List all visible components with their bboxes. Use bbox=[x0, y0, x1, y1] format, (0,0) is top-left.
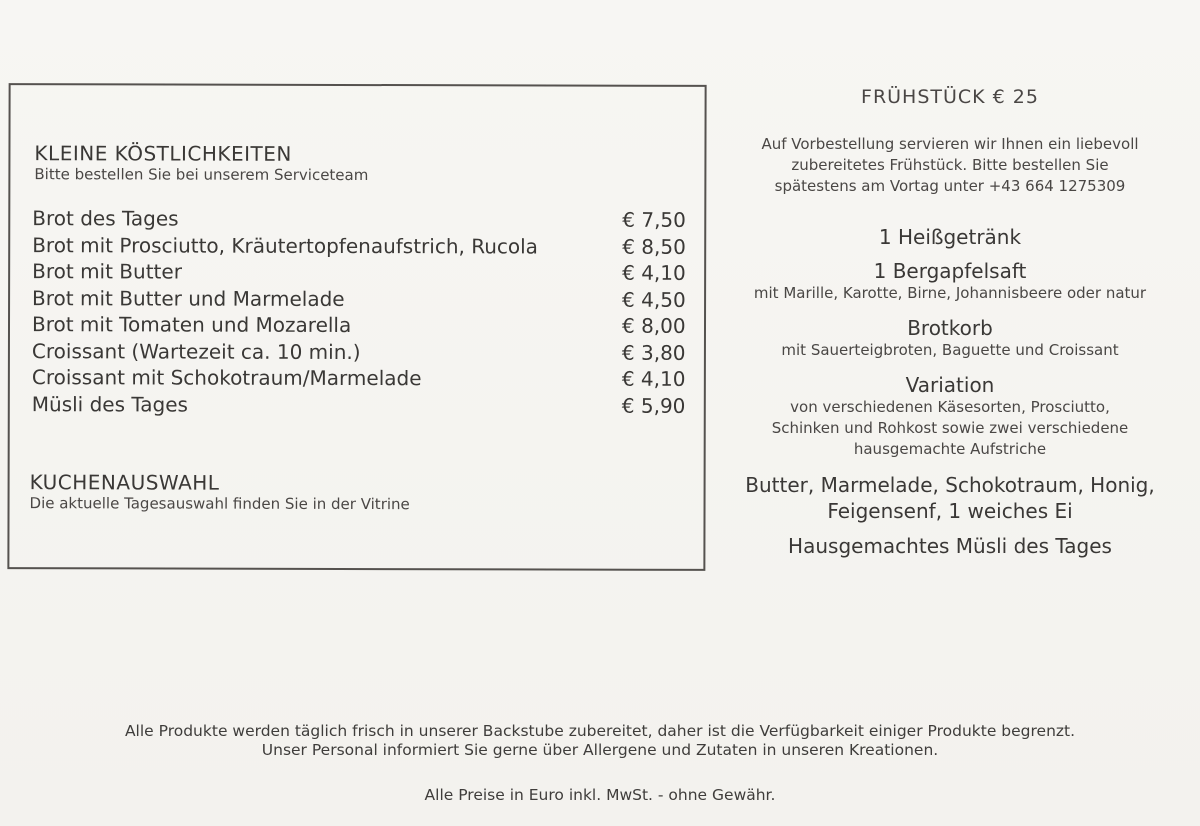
section-subtitle-snacks: Bitte bestellen Sie bei unserem Serviceteam bbox=[34, 165, 369, 185]
breakfast-intro-line: zubereitetes Frühstück. Bitte bestellen Sie bbox=[791, 156, 1109, 174]
breakfast-item-variation: Variation bbox=[905, 373, 995, 397]
breakfast-item-juice: 1 Bergapfelsaft bbox=[873, 259, 1027, 283]
menu-item bbox=[32, 285, 692, 313]
breakfast-item-hot-drink: 1 Heißgetränk bbox=[878, 225, 1022, 249]
menu-item bbox=[32, 364, 692, 392]
menu-item bbox=[32, 338, 692, 366]
section-subtitle-cakes: Die aktuelle Tagesauswahl finden Sie in der Vitrine bbox=[29, 494, 410, 514]
breakfast-item-variation-line: von verschiedenen Käsesorten, Prosciutto, bbox=[790, 398, 1110, 416]
menu-item-name: Brot mit Butter und Marmelade bbox=[32, 285, 345, 311]
menu-item-price: € 3,80 bbox=[621, 340, 686, 365]
section-title-cakes: KUCHENAUSWAHL bbox=[29, 470, 220, 495]
footer-note-line: Alle Produkte werden täglich frisch in unserer Backstube zubereitet, daher ist die Verfügbarkeit einiger Produkte begrenzt. bbox=[124, 722, 1076, 740]
menu-item bbox=[32, 232, 692, 260]
snacks-list bbox=[32, 205, 693, 419]
breakfast-item-bread-basket: Brotkorb bbox=[907, 316, 993, 340]
breakfast-intro-line: spätestens am Vortag unter +43 664 1275309 bbox=[774, 177, 1126, 195]
breakfast-item-muesli: Hausgemachtes Müsli des Tages bbox=[788, 534, 1112, 558]
breakfast-item-variation-line: Schinken und Rohkost sowie zwei verschiedene bbox=[771, 419, 1129, 437]
menu-item-name: Müsli des Tages bbox=[31, 391, 189, 417]
section-title-snacks: KLEINE KÖSTLICHKEITEN bbox=[34, 141, 292, 166]
breakfast-item-bread-basket-desc: mit Sauerteigbroten, Baguette und Croissant bbox=[781, 341, 1119, 359]
breakfast-intro bbox=[720, 134, 1180, 197]
menu-item-price: € 4,10 bbox=[622, 260, 686, 285]
breakfast-item-extras-line: Butter, Marmelade, Schokotraum, Honig, bbox=[745, 473, 1155, 497]
menu-item-name: Brot des Tages bbox=[32, 206, 179, 231]
footer-note-line: Unser Personal informiert Sie gerne über Allergene und Zutaten in unseren Kreationen. bbox=[261, 741, 939, 759]
menu-item-price: € 8,00 bbox=[621, 313, 686, 338]
breakfast-title: FRÜHSTÜCK € 25 bbox=[861, 86, 1039, 108]
menu-item bbox=[32, 311, 692, 339]
breakfast-item-extras-line: Feigensenf, 1 weiches Ei bbox=[827, 499, 1073, 523]
snacks-box bbox=[7, 83, 706, 571]
menu-item bbox=[32, 258, 692, 286]
breakfast-panel bbox=[720, 84, 1180, 558]
breakfast-item-extras bbox=[720, 472, 1180, 524]
breakfast-item-variation-line: hausgemachte Aufstriche bbox=[853, 440, 1047, 458]
menu-item-name: Brot mit Tomaten und Mozarella bbox=[31, 312, 352, 337]
menu-item bbox=[32, 205, 692, 233]
footer-prices-note: Alle Preise in Euro inkl. MwSt. - ohne Gewähr. bbox=[424, 786, 776, 804]
menu-item-price: € 5,90 bbox=[621, 393, 686, 418]
menu-item-name: Croissant (Wartezeit ca. 10 min.) bbox=[31, 338, 361, 364]
breakfast-item-juice-desc: mit Marille, Karotte, Birne, Johannisbeere oder natur bbox=[753, 284, 1147, 302]
menu-item-name: Croissant mit Schokotraum/Marmelade bbox=[31, 365, 422, 391]
menu-item-price: € 4,10 bbox=[621, 366, 686, 391]
menu-item-price: € 4,50 bbox=[622, 287, 686, 312]
breakfast-item-variation-desc bbox=[720, 397, 1180, 460]
menu-item-name: Brot mit Butter bbox=[32, 259, 182, 284]
menu-item-name: Brot mit Prosciutto, Kräutertopfenaufstrich, Rucola bbox=[32, 232, 538, 258]
breakfast-intro-line: Auf Vorbestellung servieren wir Ihnen ein liebevoll bbox=[761, 135, 1139, 153]
menu-item-price: € 7,50 bbox=[622, 207, 686, 232]
menu-item bbox=[32, 391, 692, 419]
menu-item-price: € 8,50 bbox=[622, 234, 686, 259]
